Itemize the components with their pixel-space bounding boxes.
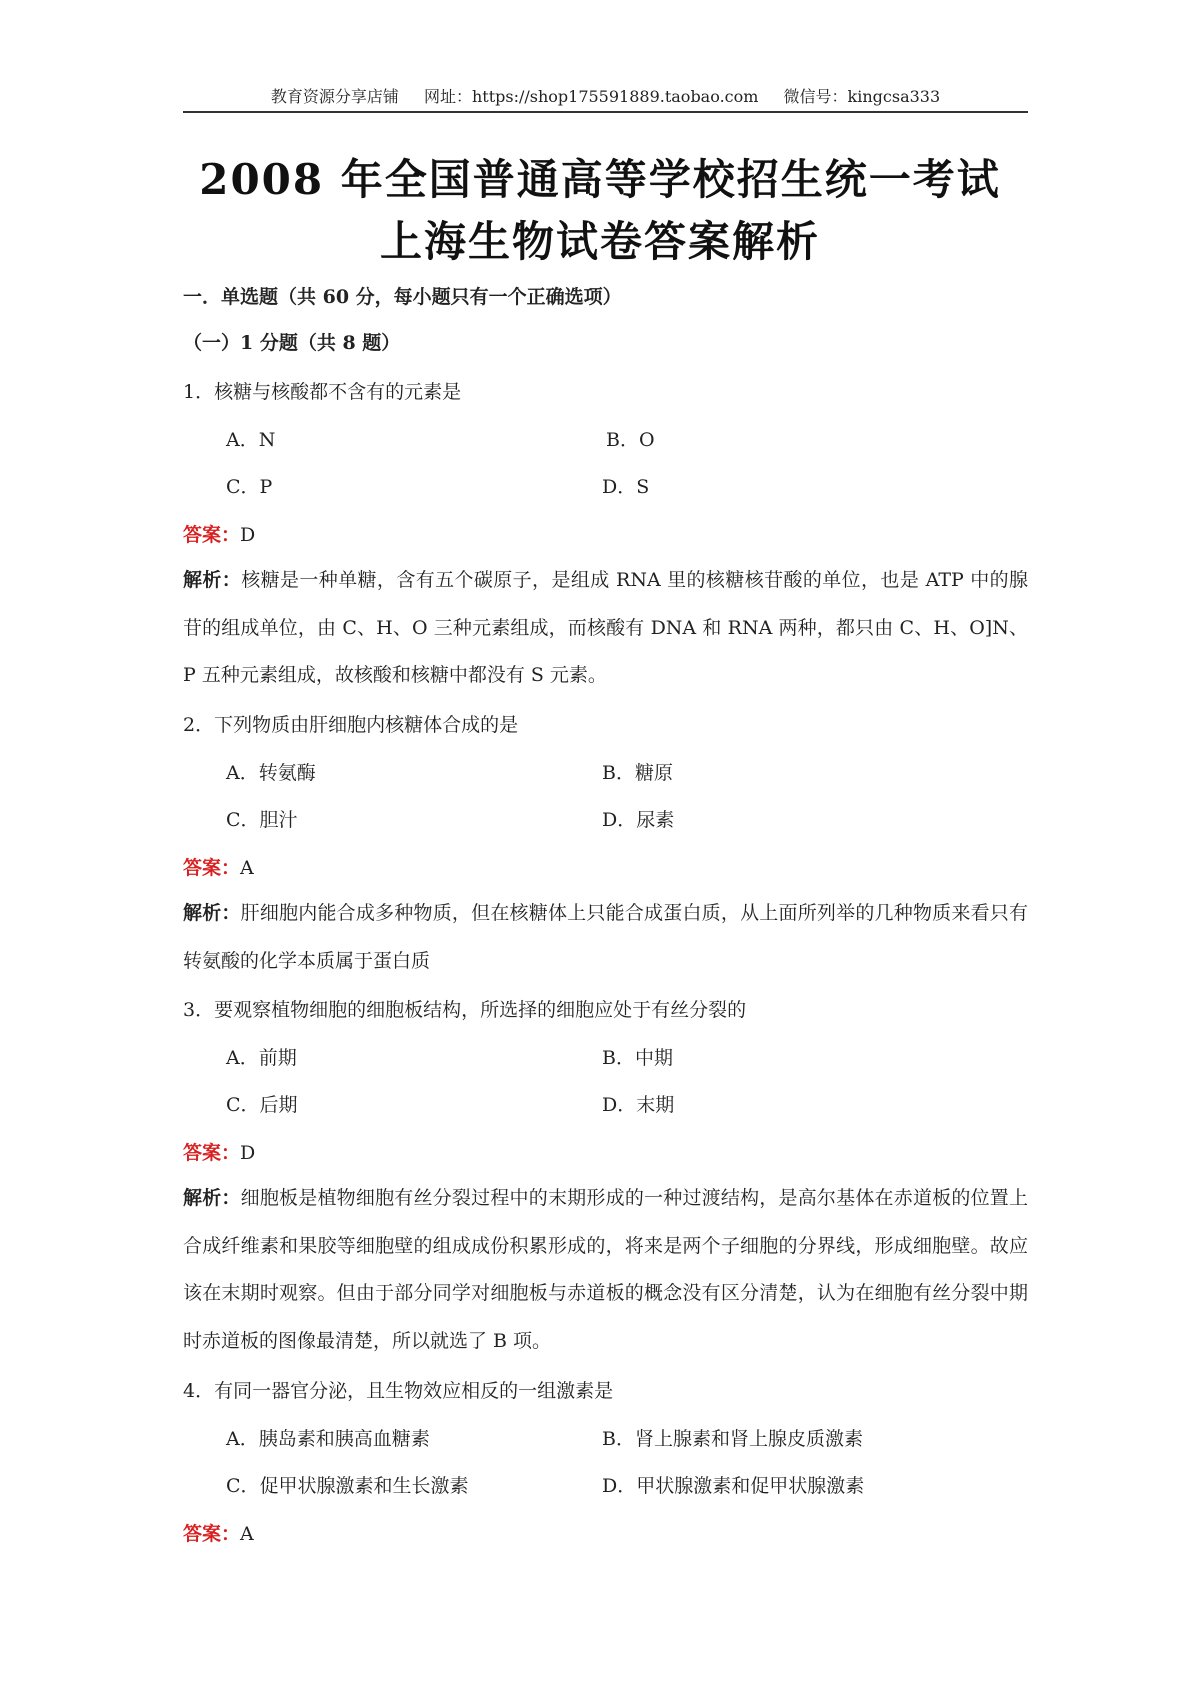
question-1-option-a: A．N (226, 429, 276, 451)
question-4-stem: 4．有同一器官分泌，且生物效应相反的一组激素是 (183, 1380, 614, 1402)
answer-value: D (240, 1142, 256, 1164)
question-3-analysis (183, 1175, 1028, 1365)
header-shop: 教育资源分享店铺 (270, 87, 399, 106)
question-2-option-c: C．胆汁 (226, 809, 298, 831)
question-4-answer (183, 1525, 1028, 1544)
question-2-stem: 2．下列物质由肝细胞内核糖体合成的是 (183, 714, 519, 736)
page-header (183, 84, 1028, 110)
analysis-label: 解析： (183, 902, 241, 924)
question-4-option-b: B．肾上腺素和肾上腺皮质激素 (602, 1428, 863, 1450)
section-subheading: （一）1 分题（共 8 题） (183, 332, 401, 354)
analysis-label: 解析： (183, 1187, 241, 1209)
question-3-stem: 3．要观察植物细胞的细胞板结构，所选择的细胞应处于有丝分裂的 (183, 999, 747, 1021)
answer-value: D (240, 524, 256, 546)
header-rule (183, 111, 1028, 113)
answer-label: 答案： (183, 1523, 241, 1545)
question-4-option-d: D．甲状腺激素和促甲状腺激素 (602, 1475, 865, 1497)
answer-value: A (240, 1523, 254, 1545)
question-2-analysis (183, 890, 1028, 985)
question-1-option-c: C．P (226, 476, 273, 498)
answer-label: 答案： (183, 524, 241, 546)
title-line-2: 上海生物试卷答案解析 (379, 217, 820, 266)
analysis-text: 肝细胞内能合成多种物质，但在核糖体上只能合成蛋白质，从上面所列举的几种物质来看只有转氨酸的化学本质属于蛋白质 (183, 902, 1028, 972)
question-2-answer (183, 859, 1028, 878)
question-3-option-a: A．前期 (226, 1047, 297, 1069)
answer-value: A (240, 857, 254, 879)
header-url: 网址：https://shop175591889.taobao.com (423, 87, 759, 106)
question-3-option-c: C．后期 (226, 1094, 298, 1116)
section-heading: 一．单选题（共 60 分，每小题只有一个正确选项） (183, 286, 622, 308)
question-3-answer (183, 1144, 1028, 1163)
question-1-answer (183, 526, 1028, 545)
question-2-option-d: D．尿素 (602, 809, 675, 831)
analysis-text: 细胞板是植物细胞有丝分裂过程中的末期形成的一种过渡结构，是高尔基体在赤道板的位置上合成纤维素和果胶等细胞壁的组成成份积累形成的，将来是两个子细胞的分界线，形成细胞壁。故应该在末期时观察。但由于部分同学对细胞板与赤道板的概念没有区分清楚，认为在细胞有丝分裂中期时赤道板的图像最清楚，所以就选了 B 项。 (183, 1187, 1028, 1352)
question-2-option-b: B．糖原 (602, 762, 673, 784)
analysis-text: 核糖是一种单糖，含有五个碳原子，是组成 RNA 里的核糖核苷酸的单位，也是 ATP 中的腺苷的组成单位，由 C、H、O 三种元素组成，而核酸有 DNA 和 RNA 两种，都只由 C、H、O]N、P 五种元素组成，故核酸和核糖中都没有 S 元素。 (183, 569, 1028, 686)
question-2-option-a: A．转氨酶 (226, 762, 316, 784)
answer-label: 答案： (183, 1142, 241, 1164)
question-1-option-b: B．O (606, 429, 655, 451)
answer-label: 答案： (183, 857, 241, 879)
title-line-1: 2008 年全国普通高等学校招生统一考试 (199, 155, 1001, 204)
analysis-label: 解析： (183, 569, 242, 591)
question-3-option-d: D．末期 (602, 1094, 675, 1116)
question-4-option-c: C．促甲状腺激素和生长激素 (226, 1475, 469, 1497)
header-wechat: 微信号：kingcsa333 (783, 87, 941, 106)
question-1-stem: 1．核糖与核酸都不含有的元素是 (183, 381, 462, 403)
question-4-option-a: A．胰岛素和胰高血糖素 (226, 1428, 430, 1450)
question-1-option-d: D．S (602, 476, 650, 498)
question-1-analysis (183, 557, 1028, 700)
question-3-option-b: B．中期 (602, 1047, 673, 1069)
